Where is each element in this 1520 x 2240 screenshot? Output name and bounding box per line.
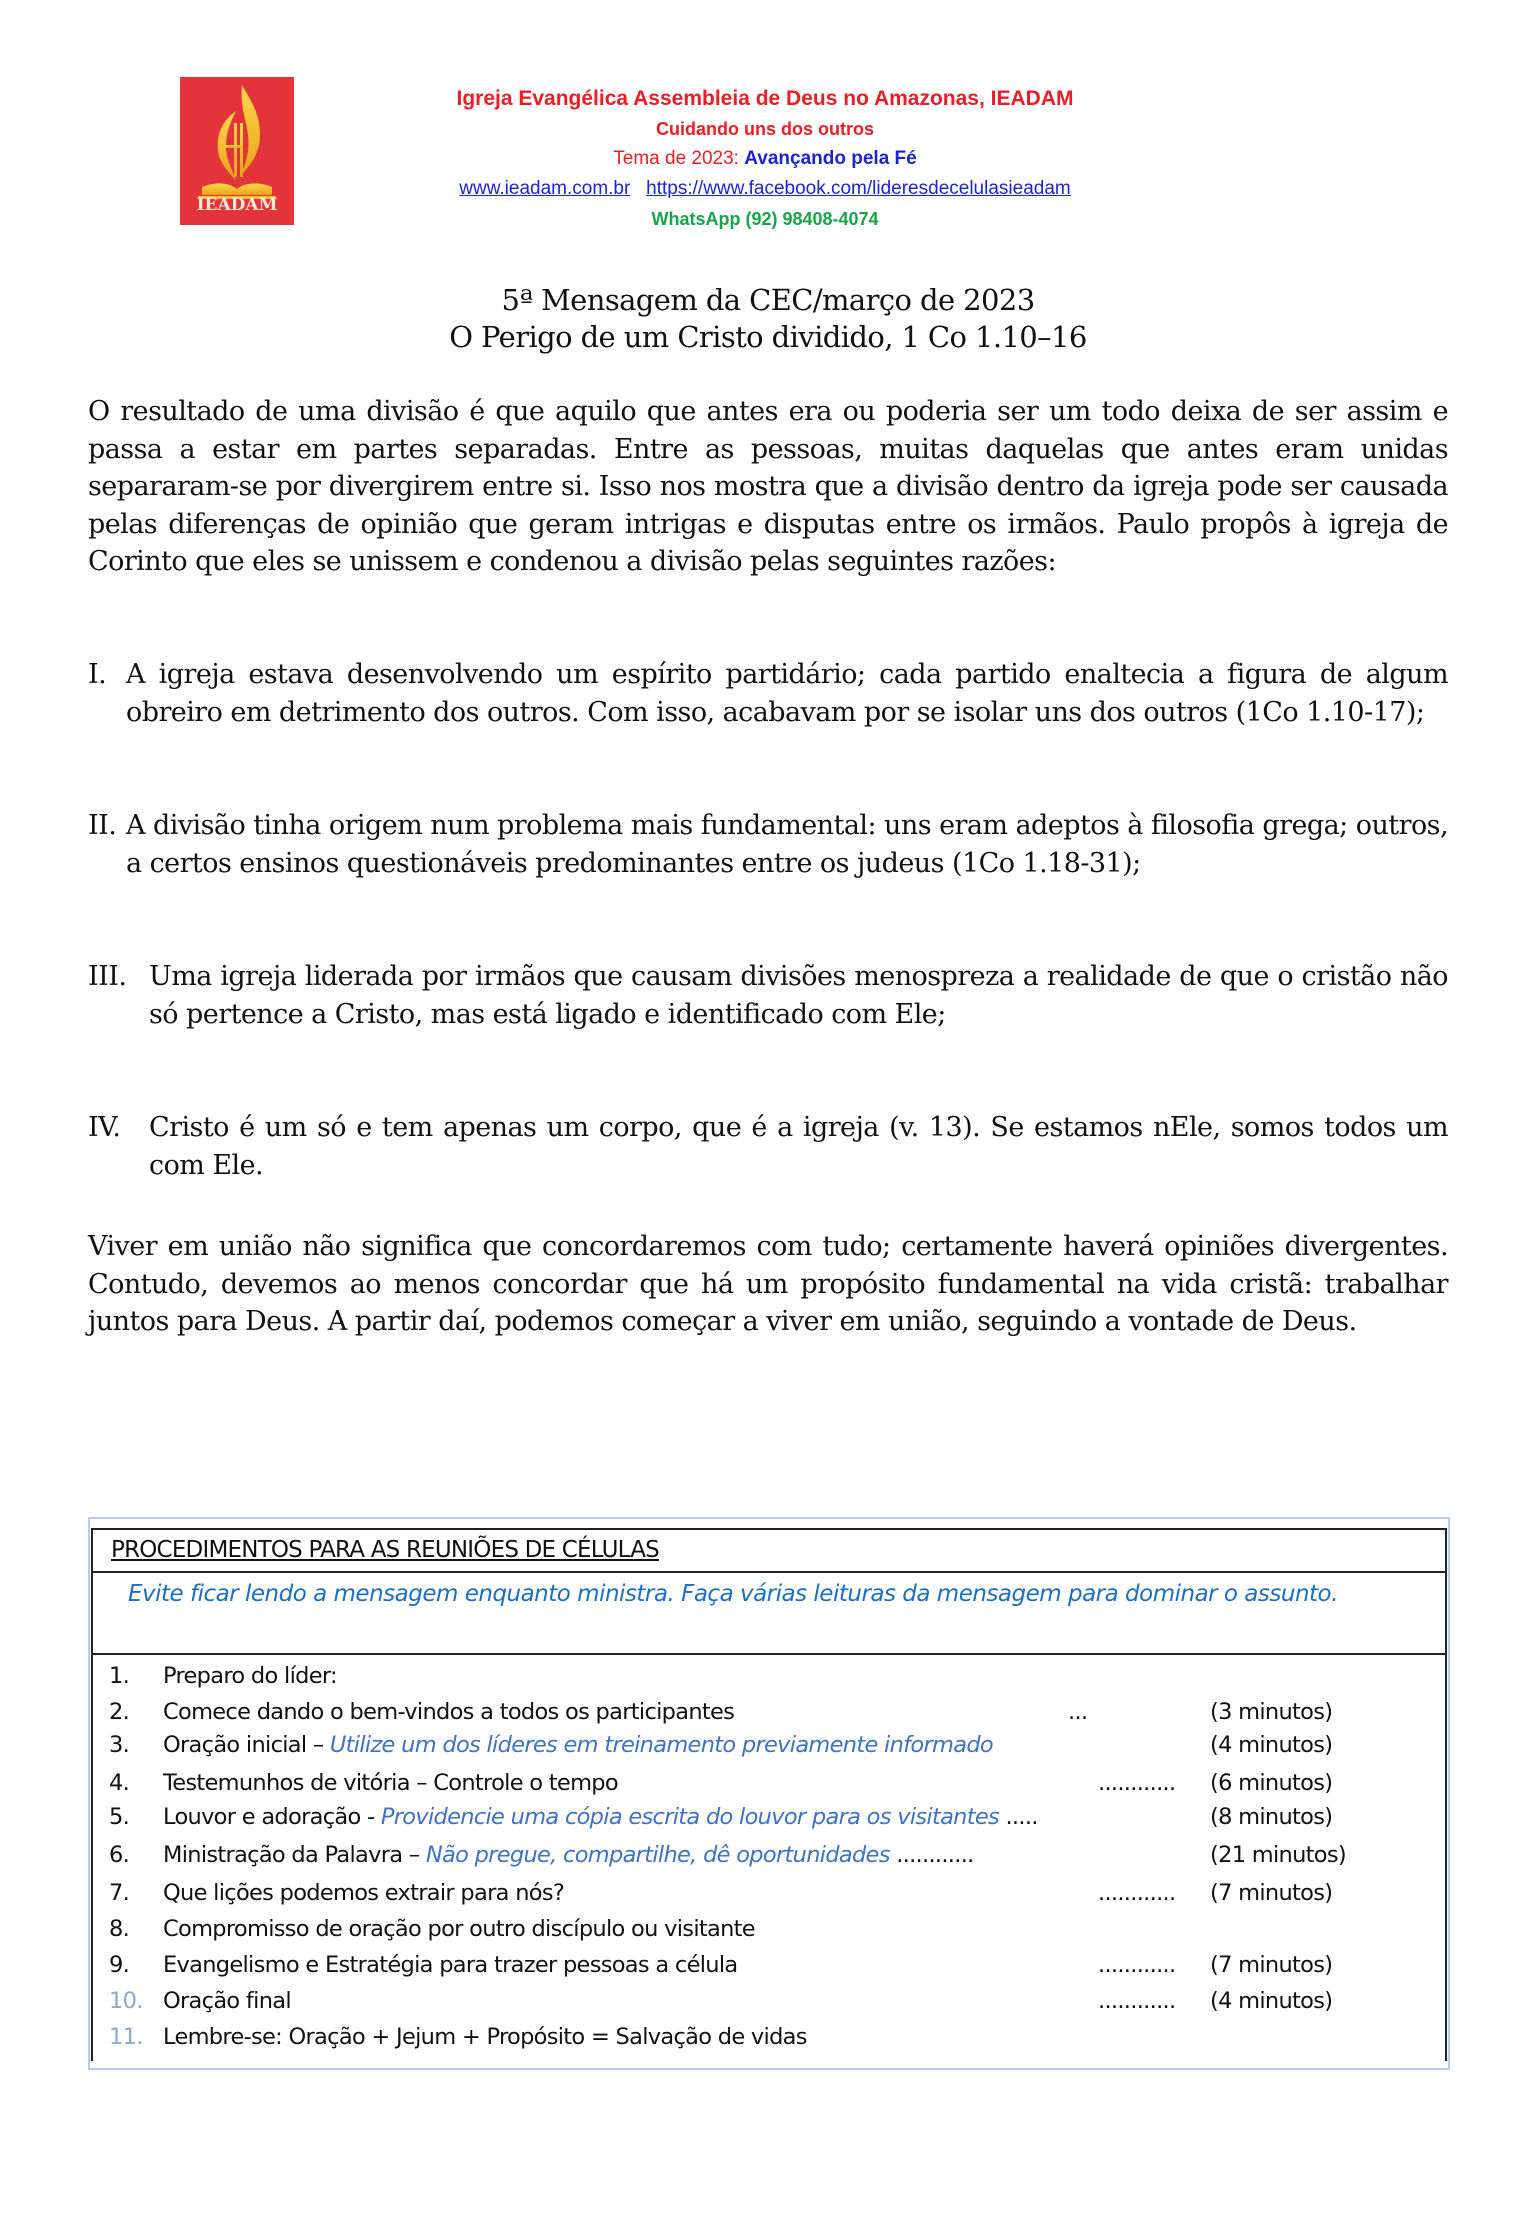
intro-paragraph: O resultado de uma divisão é que aquilo que antes era ou poderia ser um todo deixa de ser assim e passa a estar em partes separadas. Entre as pessoas, muitas daquelas que antes eram unidas separaram-se por divergirem entre si. Isso nos mostra que a divisão dentro da igreja pode ser causada pelas diferenças de opinião que geram intrigas e disputas entre os irmãos. Paulo propôs à igreja de Corinto que eles se unissem e condenou a divisão pelas seguintes razões:: [88, 396, 1448, 578]
procedure-item: [93, 1799, 1443, 1835]
item-label: Oração final: [163, 1988, 291, 2014]
procedure-item: [93, 2019, 1443, 2055]
item-duration: (8 minutos): [1210, 1804, 1333, 1830]
motto: Cuidando uns dos outros: [656, 119, 874, 139]
procedure-item: [93, 1911, 1443, 1947]
item-leader-dots: ............: [896, 1842, 974, 1868]
item-text: [163, 1983, 291, 2019]
reason-item: [88, 656, 1448, 731]
item-number: 8.: [109, 1916, 130, 1942]
item-leader-dots: .....: [1005, 1804, 1038, 1830]
item-number: 5.: [109, 1804, 130, 1830]
item-duration: (7 minutos): [1210, 1952, 1333, 1978]
item-text: [163, 1694, 734, 1730]
reason-number: IV.: [88, 1112, 121, 1143]
reason-text: Uma igreja liderada por irmãos que causam divisões menospreza a realidade de que o cristão não só pertence a Cristo, mas está ligado e identificado com Ele;: [149, 961, 1448, 1030]
reason-item: [88, 958, 1448, 1033]
procedure-item: [93, 1658, 1443, 1694]
procedure-item: [93, 1875, 1443, 1911]
item-duration: (6 minutos): [1210, 1770, 1333, 1796]
item-leader-dots: ...: [1068, 1699, 1088, 1725]
ieadam-logo: [180, 77, 294, 225]
item-duration: (21 minutos): [1210, 1842, 1346, 1868]
procedure-item: [93, 1837, 1443, 1873]
reason-item: [88, 1109, 1448, 1184]
item-hint: Providencie uma cópia escrita do louvor para os visitantes: [380, 1804, 1000, 1830]
item-label: Lembre-se: Oração + Jejum + Propósito = Salvação de vidas: [163, 2024, 807, 2050]
reason-text: Cristo é um só e tem apenas um corpo, que é a igreja (v. 13). Se estamos nEle, somos todos um com Ele.: [149, 1112, 1448, 1181]
reason-number: I.: [88, 659, 107, 690]
links-line: [330, 174, 1200, 204]
item-label: Evangelismo e Estratégia para trazer pessoas a célula: [163, 1952, 738, 1978]
item-label: Que lições podemos extrair para nós?: [163, 1880, 565, 1906]
procedure-item: [93, 1983, 1443, 2019]
procedures-table: [91, 1528, 1447, 2061]
item-label: Oração inicial –: [163, 1732, 330, 1758]
letterhead: [330, 84, 1200, 234]
conclusion-paragraph: Viver em união não significa que concordaremos com tudo; certamente haverá opiniões divergentes. Contudo, devemos ao menos concordar que há um propósito fundamental na vida cristã: trabalhar juntos para Deus. A partir daí, podemos começar a viver em união, seguindo a vontade de Deus.: [88, 1231, 1448, 1338]
item-label: Comece dando o bem-vindos a todos os participantes: [163, 1699, 735, 1725]
item-leader-dots: ............: [1098, 1988, 1176, 2014]
logo-text: IEADAM: [196, 195, 278, 215]
item-hint: Não pregue, compartilhe, dê oportunidades: [425, 1842, 890, 1868]
title-line-2: O Perigo de um Cristo dividido, 1 Co 1.10–16: [449, 320, 1087, 354]
reason-number: III.: [88, 961, 127, 992]
whatsapp-contact: WhatsApp (92) 98408-4074: [651, 209, 879, 229]
item-number: 9.: [109, 1952, 130, 1978]
item-text: [163, 1947, 737, 1983]
procedure-item: [93, 1694, 1443, 1730]
item-label: Compromisso de oração por outro discípulo ou visitante: [163, 1916, 755, 1942]
procedures-title: PROCEDIMENTOS PARA AS REUNIÕES DE CÉLULAS: [93, 1530, 1445, 1573]
item-duration: (3 minutos): [1210, 1699, 1333, 1725]
item-number: 2.: [109, 1699, 130, 1725]
item-text: [163, 1837, 974, 1873]
item-text: [163, 1658, 337, 1694]
item-duration: (4 minutos): [1210, 1732, 1333, 1758]
procedure-item: [93, 1947, 1443, 1983]
reason-text: A igreja estava desenvolvendo um espírito partidário; cada partido enaltecia a figura de algum obreiro em detrimento dos outros. Com isso, acabavam por se isolar uns dos outros (1Co 1.10-17);: [126, 659, 1448, 728]
item-number: 7.: [109, 1880, 130, 1906]
reason-number: II.: [88, 810, 117, 841]
reason-text: A divisão tinha origem num problema mais fundamental: uns eram adeptos à filosofia grega; outros, a certos ensinos questionáveis predominantes entre os judeus (1Co 1.18-31);: [126, 810, 1448, 879]
organization-name: Igreja Evangélica Assembleia de Deus no Amazonas, IEADAM: [456, 87, 1074, 110]
item-label: Ministração da Palavra –: [163, 1842, 426, 1868]
item-duration: (7 minutos): [1210, 1880, 1333, 1906]
item-number: 1.: [109, 1663, 130, 1689]
message-title: [88, 282, 1448, 356]
item-leader-dots: ............: [1098, 1952, 1176, 1978]
item-leader-dots: ............: [1098, 1880, 1176, 1906]
website-link[interactable]: www.ieadam.com.br: [459, 178, 631, 199]
item-number: 11.: [109, 2024, 143, 2050]
reason-item: [88, 807, 1448, 882]
item-text: [163, 1727, 993, 1763]
procedure-item: [93, 1727, 1443, 1763]
item-text: [163, 1799, 1038, 1835]
procedures-note: Evite ficar lendo a mensagem enquanto ministra. Faça várias leituras da mensagem para dominar o assunto.: [93, 1573, 1445, 1655]
item-text: [163, 1765, 618, 1801]
item-duration: (4 minutos): [1210, 1988, 1333, 2014]
theme-line: [330, 144, 1200, 174]
facebook-link[interactable]: https://www.facebook.com/lideresdecelulasieadam: [646, 178, 1071, 199]
procedure-item: [93, 1765, 1443, 1801]
item-label: Preparo do líder:: [163, 1663, 337, 1689]
item-text: [163, 1875, 564, 1911]
item-label: Testemunhos de vitória – Controle o tempo: [163, 1770, 618, 1796]
theme-label: Tema de 2023:: [613, 148, 745, 169]
item-number: 4.: [109, 1770, 130, 1796]
item-number: 10.: [109, 1988, 143, 2014]
theme-value: Avançando pela Fé: [744, 148, 917, 169]
item-text: [163, 1911, 755, 1947]
item-hint: Utilize um dos líderes em treinamento previamente informado: [329, 1732, 993, 1758]
item-text: [163, 2019, 807, 2055]
title-line-1: 5ª Mensagem da CEC/março de 2023: [501, 283, 1035, 317]
item-leader-dots: ............: [1098, 1770, 1176, 1796]
item-number: 3.: [109, 1732, 130, 1758]
item-number: 6.: [109, 1842, 130, 1868]
item-label: Louvor e adoração -: [163, 1804, 381, 1830]
